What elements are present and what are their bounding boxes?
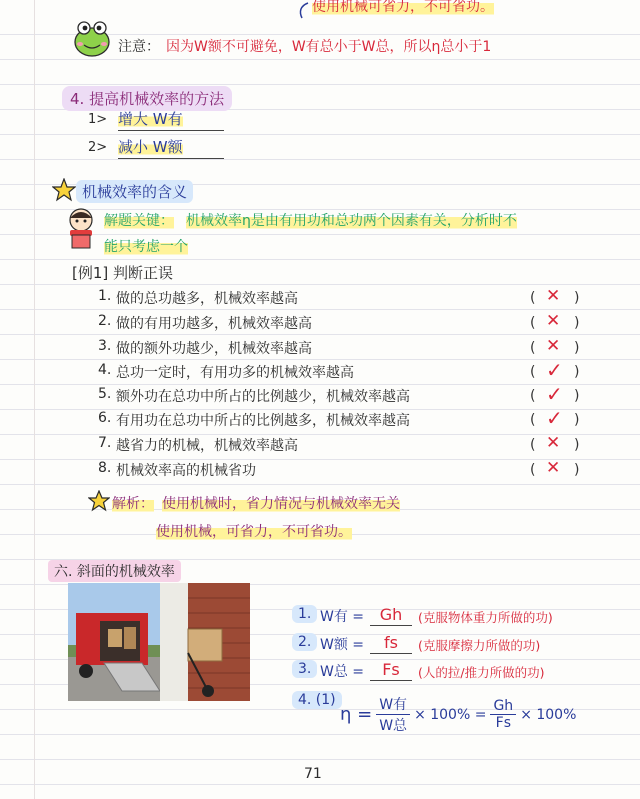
formula-1-num: 1.	[292, 605, 317, 623]
truck-ramp-illustration	[68, 583, 250, 701]
statement-7-num: 7.	[98, 435, 112, 451]
note-text: 因为W额不可避免，W有总小于W总，所以η总小于1	[166, 39, 492, 55]
example-title: [例1] 判断正误	[72, 264, 174, 282]
method-2-num: 2>	[88, 140, 108, 155]
statement-4-num: 4.	[98, 362, 112, 378]
analysis-line-1: 使用机械时，省力情况与机械效率无关	[162, 493, 400, 513]
answer-mark-7: ✕	[546, 433, 561, 453]
paren-open: (	[530, 315, 536, 331]
times-100: × 100%	[520, 706, 577, 723]
star-icon	[52, 178, 76, 202]
paren-close: )	[574, 290, 580, 306]
cartoon-girl-icon	[62, 206, 100, 250]
formula-1-note: (克服物体重力所做的功)	[418, 610, 553, 625]
fraction-2-denominator: Fs	[495, 715, 511, 731]
answer-mark-2: ✕	[546, 311, 561, 331]
statement-5-text: 额外功在总功中所占的比例越少，机械效率越高	[116, 389, 410, 405]
truck-ramp-photo	[68, 583, 250, 701]
answer-mark-3: ✕	[546, 336, 561, 356]
key-line-1: 机械效率η是由有用功和总功两个因素有关，分析时不	[186, 210, 517, 230]
analysis-line-2: 使用机械，可省力，不可省功。	[156, 521, 352, 541]
statement-3-text: 做的额外功越少，机械效率越高	[116, 341, 312, 357]
top-partial-text: 使用机械可省力，不可省功。	[312, 0, 494, 16]
paren-close: )	[574, 462, 580, 478]
paren-open: (	[530, 340, 536, 356]
formula-2-num: 2.	[292, 633, 317, 651]
formula-1-expr: Gh	[370, 605, 412, 626]
statement-6-text: 有用功在总功中所占的比例越多，机械效率越高	[116, 413, 410, 429]
eta-symbol: η =	[340, 704, 373, 725]
analysis-label: 解析：	[112, 493, 154, 513]
method-2-text: 减小 W额	[118, 136, 224, 159]
paren-close: )	[574, 364, 580, 380]
statement-5-num: 5.	[98, 386, 112, 402]
statement-2-num: 2.	[98, 313, 112, 329]
statement-4-text: 总功一定时，有用功多的机械效率越高	[116, 365, 354, 381]
paren-open: (	[530, 364, 536, 380]
key-line-2: 能只考虑一个	[104, 236, 188, 256]
page-number: 71	[304, 766, 322, 782]
paren-open: (	[530, 437, 536, 453]
statement-2-text: 做的有用功越多，机械效率越高	[116, 316, 312, 332]
efficiency-formula	[340, 694, 576, 735]
answer-mark-4: ✓	[546, 358, 563, 382]
answer-mark-6: ✓	[546, 406, 563, 430]
fraction-2	[490, 698, 516, 731]
paren-close: )	[574, 340, 580, 356]
margin-line	[34, 0, 35, 799]
statement-7-text: 越省力的机械，机械效率越高	[116, 438, 298, 454]
frog-mascot-icon	[70, 18, 114, 58]
answer-mark-8: ✕	[546, 458, 561, 478]
paren-close: )	[574, 437, 580, 453]
answer-mark-1: ✕	[546, 286, 561, 306]
section-6-title: 六. 斜面的机械效率	[48, 560, 181, 582]
paren-close: )	[574, 412, 580, 428]
method-1-num: 1>	[88, 112, 108, 127]
section-4-title: 4. 提高机械效率的方法	[62, 86, 232, 111]
formula-2-expr: fs	[370, 633, 412, 654]
fraction-1-numerator: W有	[376, 694, 410, 715]
note-label: 注意：	[118, 39, 160, 55]
statement-6-num: 6.	[98, 410, 112, 426]
formula-1-lhs: W有 =	[320, 609, 365, 625]
statement-8-text: 机械效率高的机械省功	[116, 463, 256, 479]
meaning-title: 机械效率的含义	[76, 180, 193, 203]
paren-open: (	[530, 462, 536, 478]
paren-open: (	[530, 388, 536, 404]
statement-1-num: 1.	[98, 288, 112, 304]
fraction-1-denominator: W总	[379, 718, 408, 734]
fraction-1	[376, 694, 410, 735]
paren-close: )	[574, 315, 580, 331]
paren-open: (	[530, 412, 536, 428]
statement-8-num: 8.	[98, 460, 112, 476]
formula-2-lhs: W额 =	[320, 637, 365, 653]
arrow-icon	[296, 2, 312, 20]
statement-3-num: 3.	[98, 338, 112, 354]
formula-2-note: (克服摩擦力所做的功)	[418, 638, 541, 653]
statement-1-text: 做的总功越多，机械效率越高	[116, 291, 298, 307]
key-label: 解题关键：	[104, 210, 174, 230]
star-icon	[88, 490, 110, 512]
fraction-2-numerator: Gh	[490, 698, 516, 715]
paren-close: )	[574, 388, 580, 404]
times-100-equals: × 100% =	[414, 706, 487, 723]
formula-3-num: 3.	[292, 660, 317, 678]
method-1-text: 增大 W有	[118, 108, 224, 131]
efficiency-num: 4. (1)	[292, 691, 342, 709]
formula-3-note: (人的拉/推力所做的功)	[418, 665, 545, 680]
answer-mark-5: ✓	[546, 382, 563, 406]
formula-3-lhs: W总 =	[320, 664, 365, 680]
formula-3-expr: Fs	[370, 660, 412, 681]
paren-open: (	[530, 290, 536, 306]
